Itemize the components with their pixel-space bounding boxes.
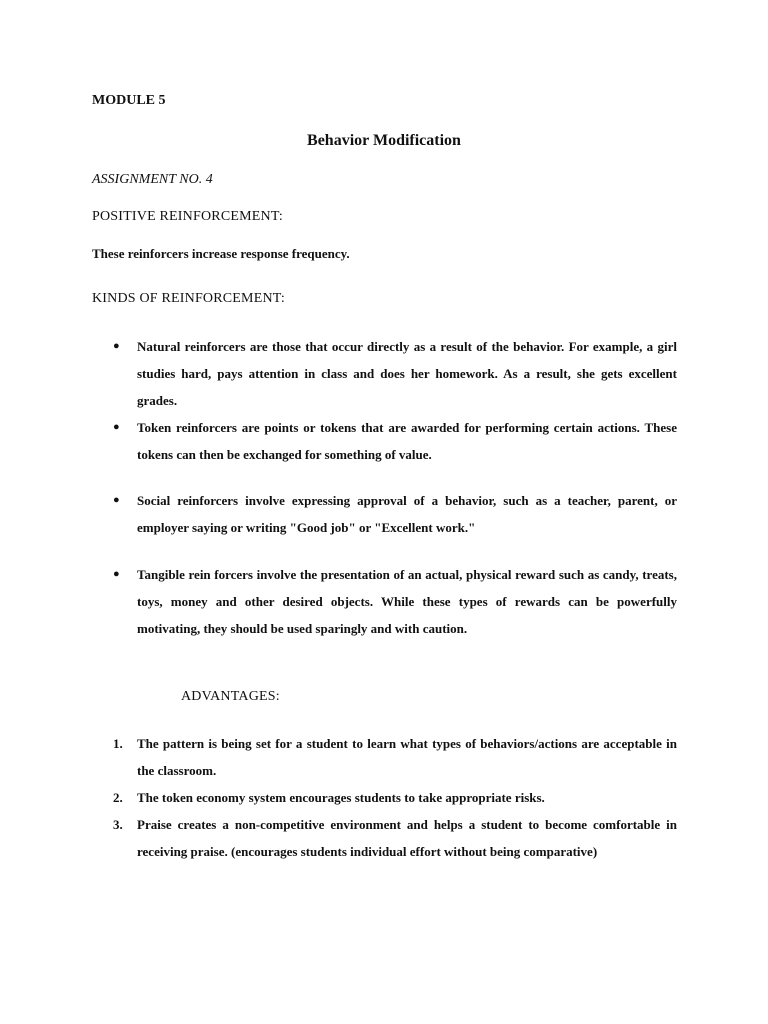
list-item-tangible-reinforcers: Tangible rein forcers involve the presentation of an actual, physical reward such as candy, treats, toys, money and other desired objects. While these types of rewards can be powerfully motivating, they should be used sparingly and with caution. — [137, 567, 677, 636]
list-item-social-reinforcers: Social reinforcers involve expressing approval of a behavior, such as a teacher, parent, or employer saying or writing "Good job" or "Excellent work." — [137, 493, 677, 535]
advantages-heading: ADVANTAGES: — [181, 689, 280, 704]
document-title: Behavior Modification — [307, 132, 461, 149]
kinds-of-reinforcement-heading: KINDS OF REINFORCEMENT: — [92, 291, 285, 306]
bullet-icon: ● — [113, 421, 120, 433]
bullet-icon: ● — [113, 568, 120, 580]
positive-reinforcement-heading: POSITIVE REINFORCEMENT: — [92, 209, 283, 224]
bullet-icon: ● — [113, 494, 120, 506]
bullet-icon: ● — [113, 340, 120, 352]
list-item-token-reinforcers: Token reinforcers are points or tokens that are awarded for performing certain actions. These tokens can then be exchanged for something of value. — [137, 420, 677, 462]
advantage-item: Praise creates a non-competitive environment and helps a student to become comfortable in receiving praise. (encourages students individual effort without being comparative) — [137, 817, 677, 859]
list-item-natural-reinforcers: Natural reinforcers are those that occur directly as a result of the behavior. For example, a girl studies hard, pays attention in class and does her homework. As a result, she gets excellent grades. — [137, 339, 677, 408]
assignment-label: ASSIGNMENT NO. 4 — [92, 172, 213, 187]
advantage-item: The pattern is being set for a student to learn what types of behaviors/actions are acceptable in the classroom. — [137, 736, 677, 778]
module-label: MODULE 5 — [92, 93, 166, 108]
list-number: 2. — [113, 790, 123, 805]
list-number: 3. — [113, 817, 123, 832]
list-number: 1. — [113, 736, 123, 751]
advantage-item: The token economy system encourages students to take appropriate risks. — [137, 790, 545, 805]
positive-reinforcement-text: These reinforcers increase response frequency. — [92, 246, 350, 261]
